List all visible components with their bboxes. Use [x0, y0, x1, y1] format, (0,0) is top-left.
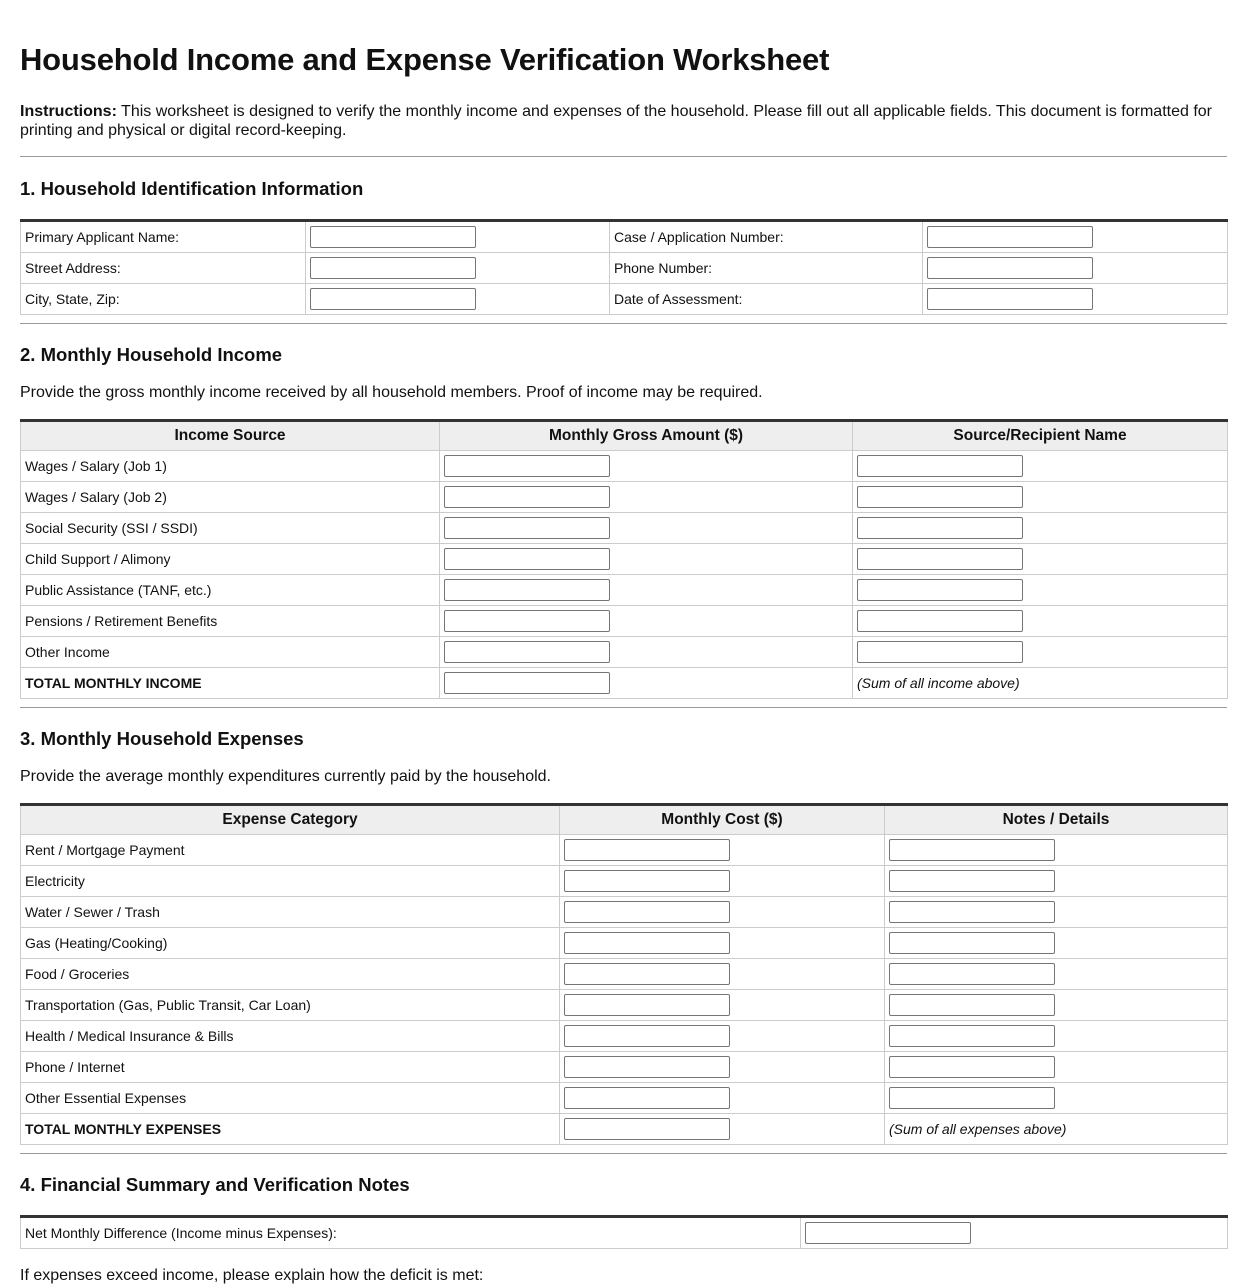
- column-header-source-recipient-name: Source/Recipient Name: [853, 421, 1228, 451]
- recipient-name-field[interactable]: [857, 517, 1023, 539]
- table-row: [21, 1021, 1228, 1052]
- table-row: [21, 253, 1228, 284]
- instructions-text: [20, 102, 1227, 140]
- expense-cost-field[interactable]: [564, 870, 730, 892]
- recipient-name-field[interactable]: [857, 455, 1023, 477]
- table-row: [21, 835, 1228, 866]
- divider: [20, 1153, 1227, 1154]
- expense-table: [20, 803, 1228, 1145]
- table-header-row: [21, 421, 1228, 451]
- expense-notes-field[interactable]: [889, 1087, 1055, 1109]
- expense-notes-field[interactable]: [889, 994, 1055, 1016]
- expense-notes-field[interactable]: [889, 1025, 1055, 1047]
- divider: [20, 156, 1227, 157]
- total-row: [21, 668, 1228, 699]
- income-source-label: Other Income: [21, 637, 440, 668]
- income-source-label: Wages / Salary (Job 2): [21, 482, 440, 513]
- expense-cost-field[interactable]: [564, 1087, 730, 1109]
- expense-notes-field[interactable]: [889, 963, 1055, 985]
- expense-cost-field[interactable]: [564, 994, 730, 1016]
- column-header-notes-details: Notes / Details: [885, 805, 1228, 835]
- table-row: [21, 959, 1228, 990]
- table-row: [21, 1217, 1228, 1249]
- income-amount-field[interactable]: [444, 641, 610, 663]
- expense-cost-field[interactable]: [564, 839, 730, 861]
- worksheet-page: [20, 0, 1227, 1286]
- expense-cost-field[interactable]: [564, 932, 730, 954]
- table-header-row: [21, 805, 1228, 835]
- field-label: Phone Number:: [610, 253, 923, 284]
- section-4-title: 4. Financial Summary and Verification Notes: [20, 1174, 410, 1195]
- expense-notes-field[interactable]: [889, 839, 1055, 861]
- income-source-label: Wages / Salary (Job 1): [21, 451, 440, 482]
- expense-category-label: Electricity: [21, 866, 560, 897]
- field-label: Date of Assessment:: [610, 284, 923, 315]
- table-row: [21, 575, 1228, 606]
- total-expenses-label: TOTAL MONTHLY EXPENSES: [21, 1114, 560, 1145]
- expense-cost-field[interactable]: [564, 901, 730, 923]
- total-income-note: (Sum of all income above): [853, 668, 1228, 699]
- deficit-explanation-prompt: If expenses exceed income, please explain how the deficit is met:: [20, 1267, 484, 1284]
- expense-category-label: Water / Sewer / Trash: [21, 897, 560, 928]
- table-row: [21, 637, 1228, 668]
- column-header-monthly-gross-amount: Monthly Gross Amount ($): [440, 421, 853, 451]
- table-row: [21, 928, 1228, 959]
- total-row: [21, 1114, 1228, 1145]
- income-table: [20, 419, 1228, 699]
- expense-cost-field[interactable]: [564, 1025, 730, 1047]
- recipient-name-field[interactable]: [857, 548, 1023, 570]
- household-identification-table: [20, 219, 1228, 315]
- expense-category-label: Rent / Mortgage Payment: [21, 835, 560, 866]
- section-3-title: 3. Monthly Household Expenses: [20, 728, 304, 749]
- table-row: [21, 221, 1228, 253]
- table-row: [21, 482, 1228, 513]
- table-row: [21, 990, 1228, 1021]
- income-amount-field[interactable]: [444, 579, 610, 601]
- expense-category-label: Gas (Heating/Cooking): [21, 928, 560, 959]
- income-source-label: Child Support / Alimony: [21, 544, 440, 575]
- total-expenses-field[interactable]: [564, 1118, 730, 1140]
- recipient-name-field[interactable]: [857, 641, 1023, 663]
- table-row: [21, 866, 1228, 897]
- table-row: [21, 451, 1228, 482]
- field-label: Street Address:: [21, 253, 306, 284]
- table-row: [21, 544, 1228, 575]
- section-2-title: 2. Monthly Household Income: [20, 344, 283, 365]
- instructions-lead: Instructions:: [20, 103, 117, 120]
- income-amount-field[interactable]: [444, 455, 610, 477]
- table-row: [21, 284, 1228, 315]
- expense-category-label: Food / Groceries: [21, 959, 560, 990]
- field-label: Case / Application Number:: [610, 221, 923, 253]
- total-expenses-note: (Sum of all expenses above): [885, 1114, 1228, 1145]
- recipient-name-field[interactable]: [857, 610, 1023, 632]
- income-amount-field[interactable]: [444, 486, 610, 508]
- financial-summary-table: [20, 1215, 1228, 1249]
- column-header-income-source: Income Source: [21, 421, 440, 451]
- section-1-title: 1. Household Identification Information: [20, 178, 364, 199]
- income-amount-field[interactable]: [444, 548, 610, 570]
- table-row: [21, 606, 1228, 637]
- instructions-body: This worksheet is designed to verify the monthly income and expenses of the household. Please fill out all applicable fields. This document is formatted for printing and physical or digital record-keeping.: [20, 103, 1213, 139]
- income-source-label: Public Assistance (TANF, etc.): [21, 575, 440, 606]
- divider: [20, 707, 1227, 708]
- expense-notes-field[interactable]: [889, 932, 1055, 954]
- net-difference-field[interactable]: [805, 1222, 971, 1244]
- street-address-field[interactable]: [310, 257, 476, 279]
- income-source-label: Social Security (SSI / SSDI): [21, 513, 440, 544]
- expense-category-label: Phone / Internet: [21, 1052, 560, 1083]
- income-source-label: Pensions / Retirement Benefits: [21, 606, 440, 637]
- recipient-name-field[interactable]: [857, 579, 1023, 601]
- section-2-description: Provide the gross monthly income received by all household members. Proof of income may be required.: [20, 384, 763, 401]
- phone-number-field[interactable]: [927, 257, 1093, 279]
- expense-notes-field[interactable]: [889, 870, 1055, 892]
- table-row: [21, 513, 1228, 544]
- divider: [20, 323, 1227, 324]
- city-state-zip-field[interactable]: [310, 288, 476, 310]
- date-of-assessment-field[interactable]: [927, 288, 1093, 310]
- expense-category-label: Other Essential Expenses: [21, 1083, 560, 1114]
- expense-category-label: Health / Medical Insurance & Bills: [21, 1021, 560, 1052]
- table-row: [21, 1052, 1228, 1083]
- primary-applicant-name-field[interactable]: [310, 226, 476, 248]
- table-row: [21, 1083, 1228, 1114]
- field-label: Primary Applicant Name:: [21, 221, 306, 253]
- total-income-label: TOTAL MONTHLY INCOME: [21, 668, 440, 699]
- expense-category-label: Transportation (Gas, Public Transit, Car Loan): [21, 990, 560, 1021]
- income-amount-field[interactable]: [444, 517, 610, 539]
- expense-cost-field[interactable]: [564, 963, 730, 985]
- field-label: City, State, Zip:: [21, 284, 306, 315]
- expense-cost-field[interactable]: [564, 1056, 730, 1078]
- expense-notes-field[interactable]: [889, 901, 1055, 923]
- total-income-field[interactable]: [444, 672, 610, 694]
- expense-notes-field[interactable]: [889, 1056, 1055, 1078]
- recipient-name-field[interactable]: [857, 486, 1023, 508]
- page-title: Household Income and Expense Verification Worksheet: [20, 42, 830, 77]
- column-header-monthly-cost: Monthly Cost ($): [560, 805, 885, 835]
- table-row: [21, 897, 1228, 928]
- column-header-expense-category: Expense Category: [21, 805, 560, 835]
- case-application-number-field[interactable]: [927, 226, 1093, 248]
- section-3-description: Provide the average monthly expenditures currently paid by the household.: [20, 768, 551, 785]
- net-difference-label: Net Monthly Difference (Income minus Expenses):: [21, 1217, 801, 1249]
- income-amount-field[interactable]: [444, 610, 610, 632]
